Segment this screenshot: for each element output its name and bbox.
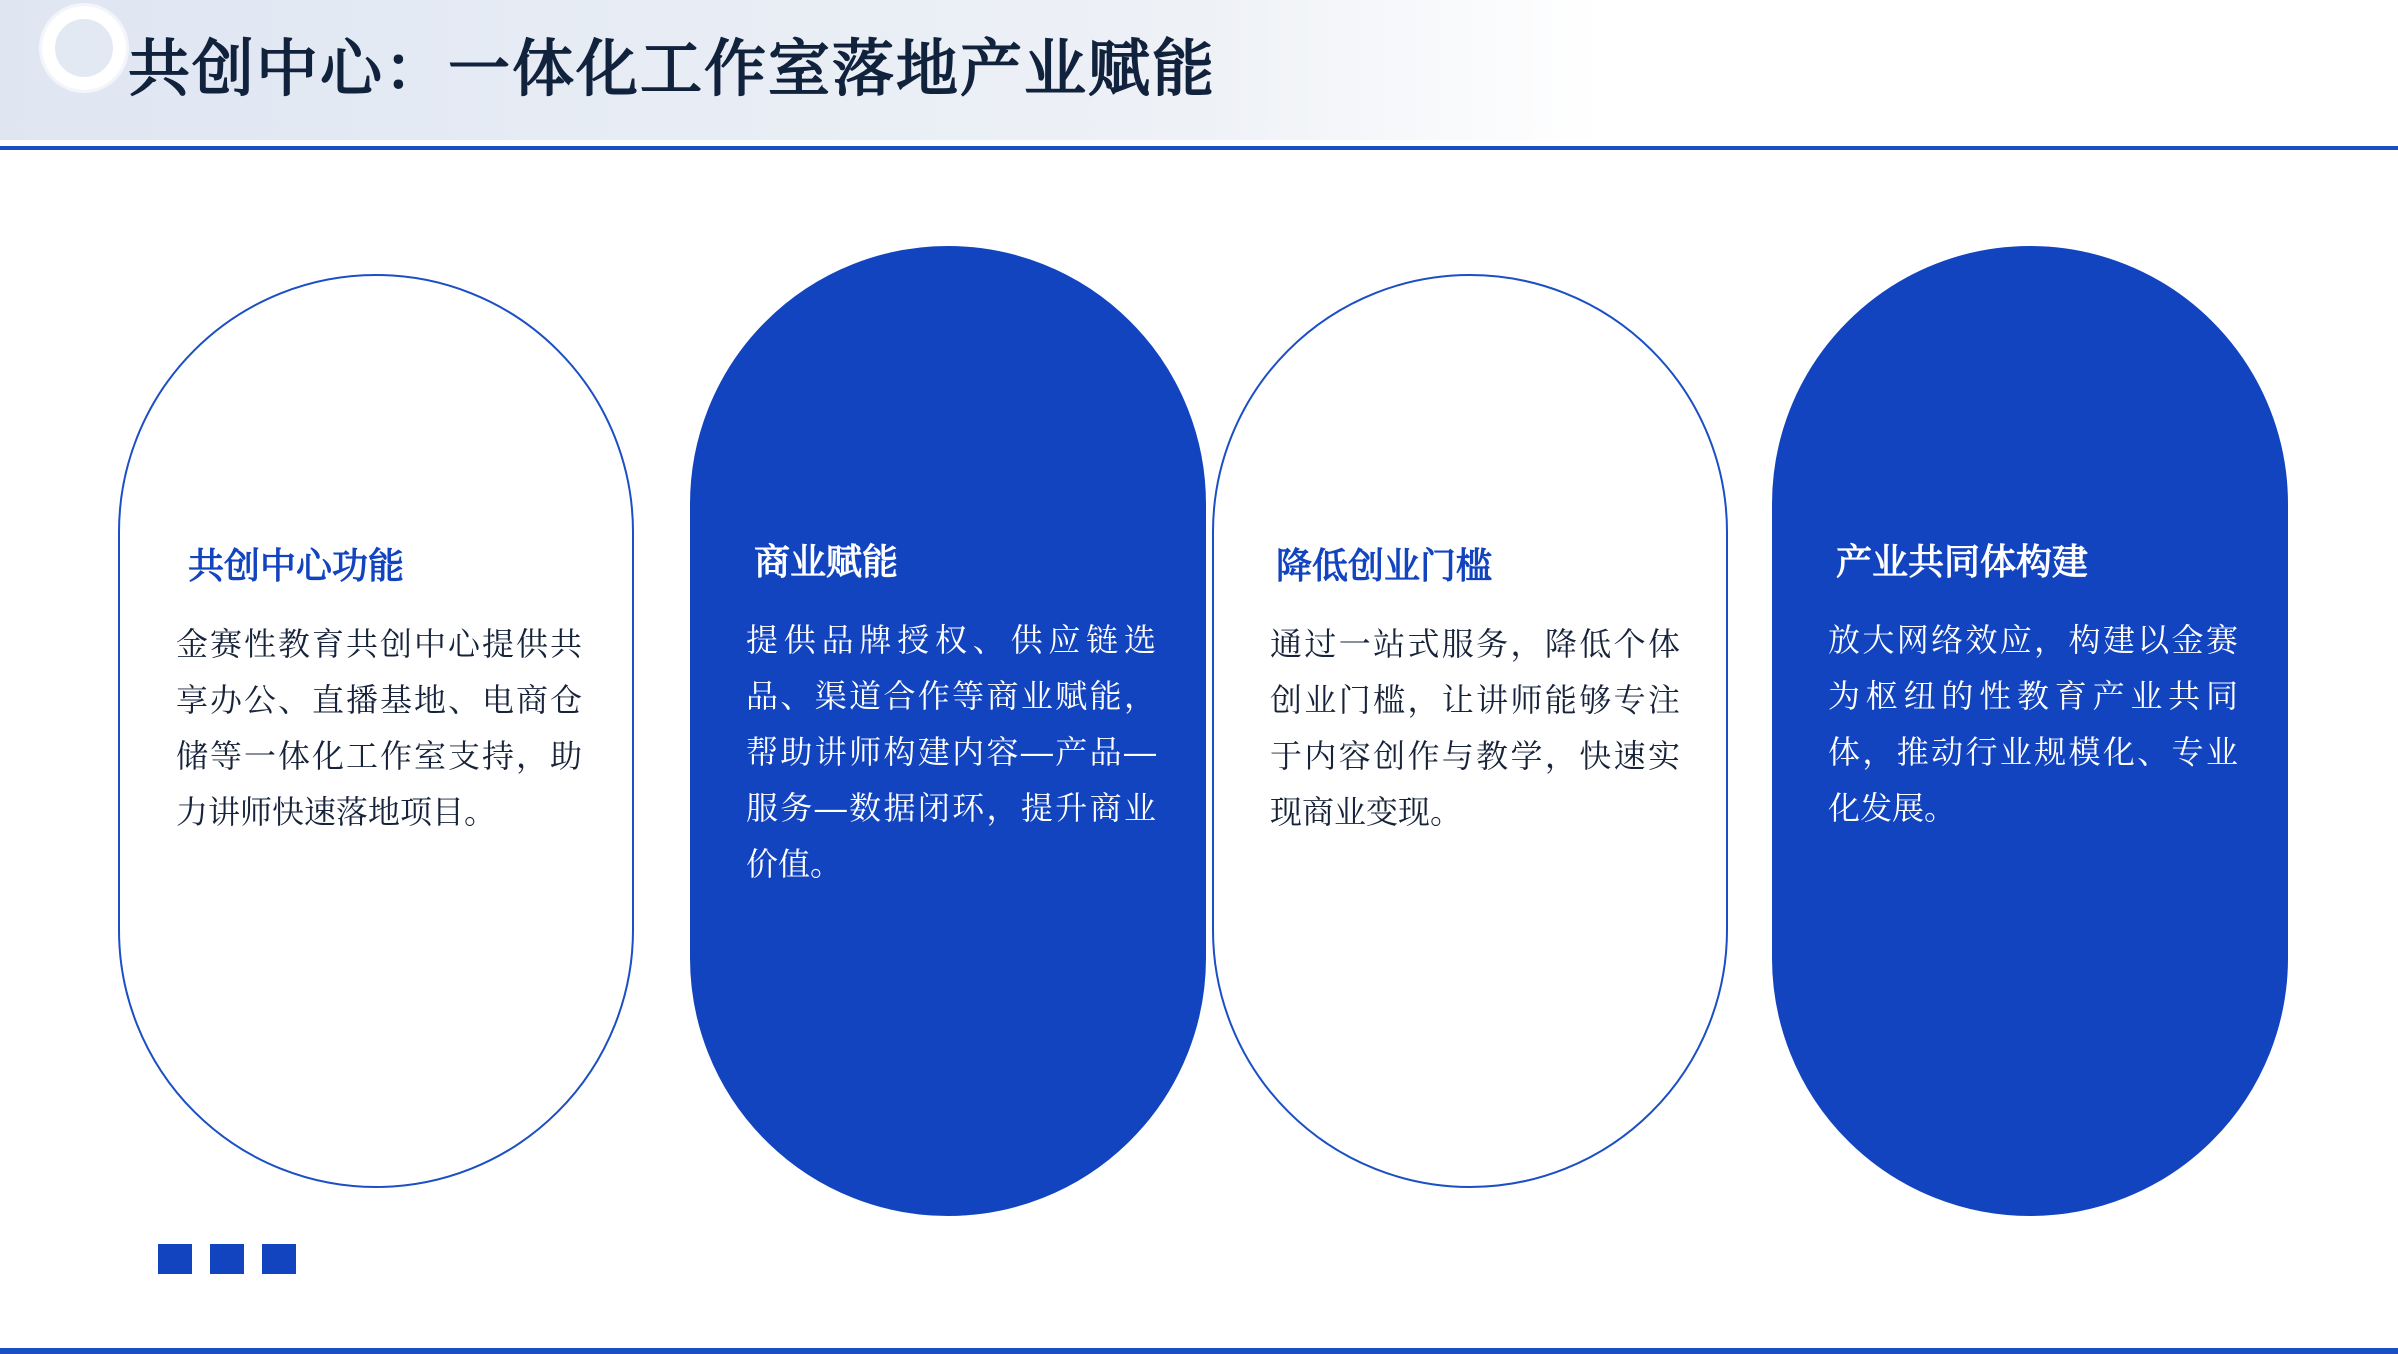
card-group <box>0 148 2398 1198</box>
page-title: 共创中心：一体化工作室落地产业赋能 <box>128 35 1217 104</box>
card-lower-entry-barrier[interactable] <box>1212 274 1728 1188</box>
card-title: 共创中心功能 <box>188 545 405 586</box>
card-body: 通过一站式服务，降低个体创业门槛，让讲师能够专注于内容创作与教学，快速实现商业变现。 <box>1270 626 1680 830</box>
footer-divider <box>0 1348 2398 1354</box>
card-industry-community[interactable] <box>1772 246 2288 1216</box>
card-co-creation-center[interactable] <box>118 274 634 1188</box>
square-dot-icon <box>210 1244 244 1274</box>
card-commercial-empowerment[interactable] <box>690 246 1206 1216</box>
footer-dots <box>158 1244 296 1274</box>
card-title: 产业共同体构建 <box>1836 541 2089 582</box>
card-body: 放大网络效应，构建以金赛为枢纽的性教育产业共同体，推动行业规模化、专业化发展。 <box>1828 622 2238 826</box>
slide-header <box>0 0 2398 148</box>
card-body: 提供品牌授权、供应链选品、渠道合作等商业赋能，帮助讲师构建内容—产品—服务—数据闭环，提升商业价值。 <box>746 622 1156 882</box>
circle-ring-logo-icon <box>42 6 126 90</box>
card-title: 商业赋能 <box>754 541 899 582</box>
card-title: 降低创业门槛 <box>1276 545 1493 586</box>
square-dot-icon <box>158 1244 192 1274</box>
card-body: 金赛性教育共创中心提供共享办公、直播基地、电商仓储等一体化工作室支持，助力讲师快速落地项目。 <box>176 626 582 830</box>
square-dot-icon <box>262 1244 296 1274</box>
